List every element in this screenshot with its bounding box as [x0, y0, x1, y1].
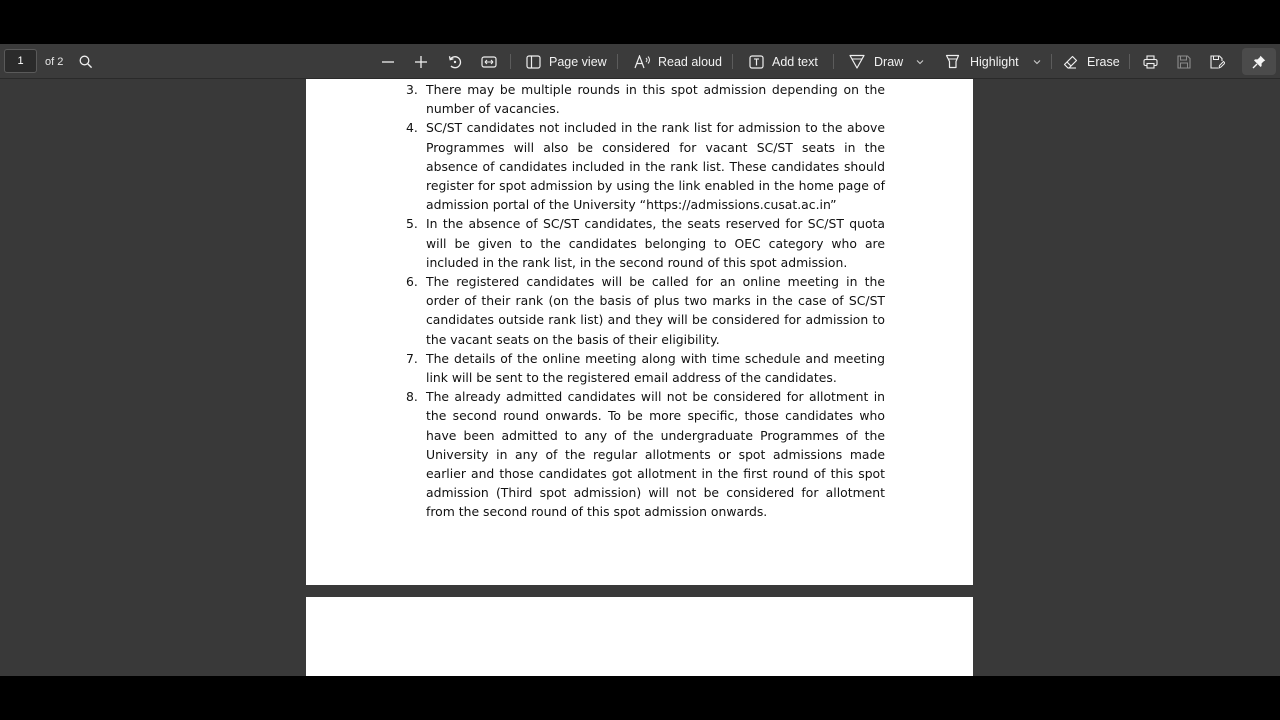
item-number: 7.	[406, 350, 418, 366]
page-view-label: Page view	[549, 54, 607, 69]
numbered-item	[406, 272, 885, 349]
page-view-icon	[526, 55, 541, 69]
item-text: The details of the online meeting along with time schedule and meeting link will be sent to the registered email address of the candidates.	[426, 350, 885, 386]
zoom-out-icon[interactable]	[381, 44, 395, 79]
draw-label: Draw	[874, 54, 904, 69]
page-number-input[interactable]: 1	[4, 49, 37, 73]
pin-toolbar-button[interactable]	[1242, 48, 1276, 75]
item-text: The registered candidates will be called for an online meeting in the order of their rank (on the basis of plus two marks in the case of SC/ST candidates outside rank list) and they will be considered for admission to the vacant seats on the basis of their eligibility.	[426, 274, 885, 347]
pin-icon	[1252, 55, 1266, 69]
rotate-icon[interactable]	[447, 44, 463, 79]
item-number: 5.	[406, 216, 418, 232]
item-number: 8.	[406, 389, 418, 405]
draw-icon	[849, 54, 865, 69]
item-text: SC/ST candidates not included in the rank list for admission to the above Programmes will also be considered for vacant SC/ST seats in the absence of candidates included in the rank list. These candidates should register for spot admission by using the link enabled in the home page of admission portal of the University “https://admissions.cusat.ac.in”	[426, 120, 885, 213]
add-text-label: Add text	[772, 54, 818, 69]
item-text: The already admitted candidates will not be considered for allotment in the second round onwards. To be more specific, those candidates who have been admitted to any of the undergraduate Programmes of the University in any of the regular allotments or spot admissions made earlier and those candidates got allotment in the first round of this spot admission (Third spot admission) will not be considered for allotment from the second round of this spot admission onwards.	[426, 389, 885, 520]
read-aloud-label: Read aloud	[658, 54, 722, 69]
read-aloud-icon	[634, 55, 651, 69]
numbered-item	[406, 387, 885, 521]
print-icon[interactable]	[1143, 44, 1158, 79]
numbered-item	[406, 118, 885, 214]
pdf-page-2	[306, 597, 973, 676]
erase-button[interactable]	[1063, 44, 1120, 79]
fit-page-icon[interactable]	[481, 44, 497, 79]
highlight-label: Highlight	[970, 54, 1019, 69]
zoom-in-icon[interactable]	[414, 44, 428, 79]
draw-button[interactable]	[849, 44, 903, 79]
erase-label: Erase	[1087, 54, 1120, 69]
highlight-options-chevron-down-icon[interactable]	[1032, 44, 1042, 79]
draw-options-chevron-down-icon[interactable]	[915, 44, 925, 79]
pdf-page-1	[306, 79, 973, 585]
highlight-button[interactable]	[945, 44, 1019, 79]
document-text	[406, 80, 885, 522]
numbered-item	[406, 80, 885, 118]
highlight-icon	[945, 54, 960, 69]
item-text: There may be multiple rounds in this spot admission depending on the number of vacancies.	[426, 82, 885, 117]
item-number: 4.	[406, 120, 418, 136]
numbered-item	[406, 349, 885, 387]
page-view-button[interactable]	[526, 44, 607, 79]
erase-icon	[1063, 55, 1078, 69]
item-number: 3.	[406, 82, 418, 97]
add-text-icon	[749, 55, 764, 69]
add-text-button[interactable]	[749, 44, 818, 79]
read-aloud-button[interactable]	[634, 44, 722, 79]
save-icon[interactable]	[1177, 44, 1191, 79]
item-text: In the absence of SC/ST candidates, the seats reserved for SC/ST quota will be given to the candidates belonging to OEC category who are included in the rank list, in the second round of this spot admission.	[426, 216, 885, 270]
page-count: of 2	[45, 55, 64, 68]
pdf-viewer	[0, 44, 1280, 676]
toolbar	[0, 44, 1280, 79]
item-number: 6.	[406, 274, 418, 290]
search-icon[interactable]	[79, 44, 93, 79]
save-as-icon[interactable]	[1210, 44, 1225, 79]
numbered-item	[406, 214, 885, 272]
